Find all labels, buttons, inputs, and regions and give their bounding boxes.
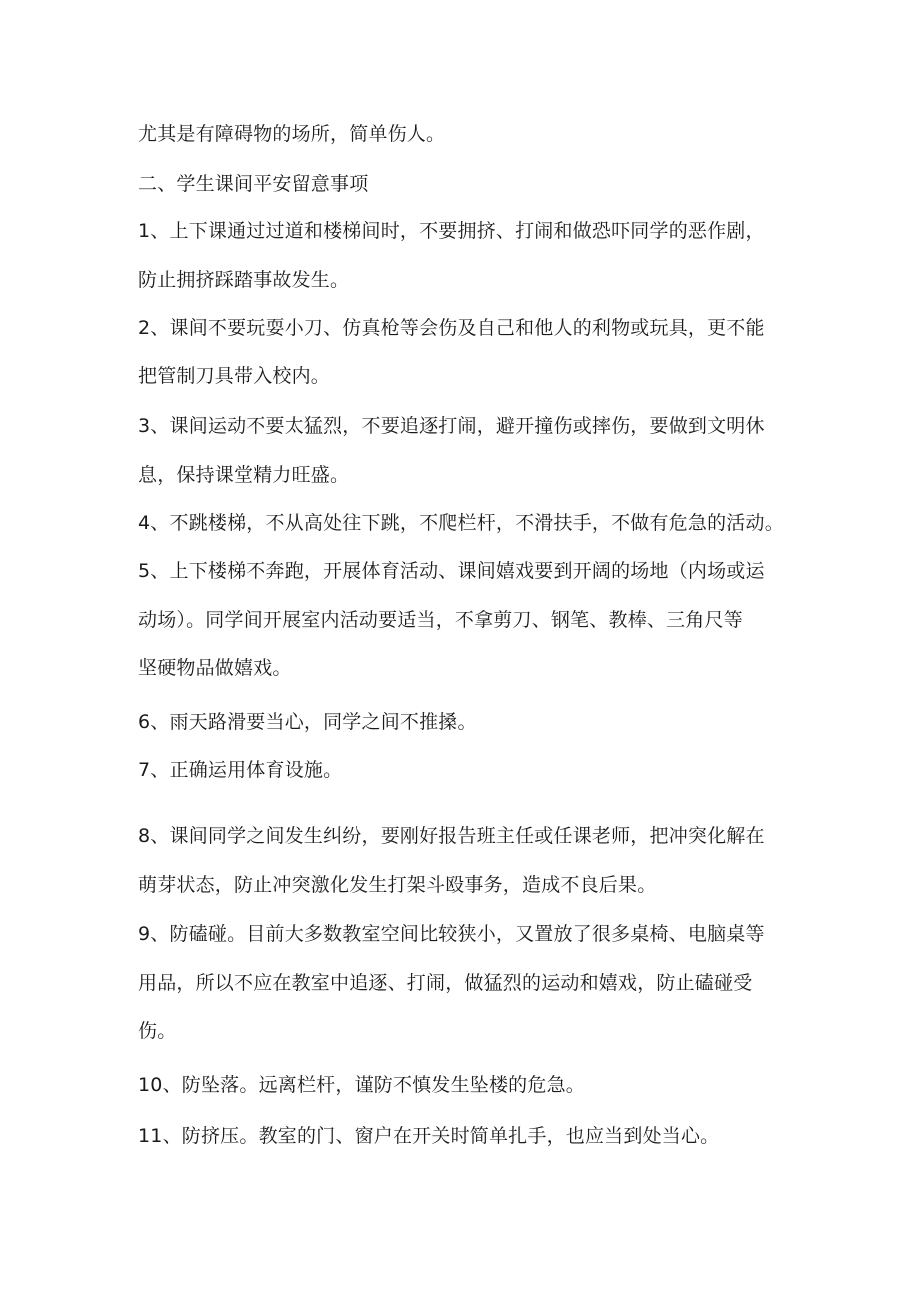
- paragraph-line: 5、上下楼梯不奔跑，开展体育活动、课间嬉戏要到开阔的场地（内场或运: [138, 560, 765, 582]
- paragraph-line: 伤。: [138, 1020, 177, 1042]
- paragraph-line: 11、防挤压。教室的门、窗户在开关时简单扎手，也应当到处当心。: [138, 1125, 720, 1147]
- paragraph-line: 防止拥挤踩踏事故发生。: [138, 269, 350, 291]
- paragraph-line: 7、正确运用体育设施。: [138, 759, 343, 781]
- paragraph-line: 把管制刀具带入校内。: [138, 365, 331, 387]
- paragraph-line: 9、防磕碰。目前大多数教室空间比较狭小，又置放了很多桌椅、电脑桌等: [138, 923, 765, 945]
- paragraph-line: 6、雨天路滑要当心，同学之间不推搡。: [138, 711, 477, 733]
- paragraph-line: 尤其是有障碍物的场所，简单伤人。: [138, 123, 446, 145]
- paragraph-line: 用品，所以不应在教室中追逐、打闹，做猛烈的运动和嬉戏，防止磕碰受: [138, 972, 753, 994]
- paragraph-line: 10、防坠落。远离栏杆，谨防不慎发生坠楼的危急。: [138, 1074, 585, 1096]
- paragraph-line: 4、不跳楼梯，不从高处往下跳，不爬栏杆，不滑扶手，不做有危急的活动。: [138, 512, 784, 534]
- paragraph-line: 2、课间不要玩耍小刀、仿真枪等会伤及自己和他人的利物或玩具，更不能: [138, 317, 765, 339]
- paragraph-line: 3、课间运动不要太猛烈，不要追逐打闹，避开撞伤或摔伤，要做到文明休: [138, 415, 765, 437]
- section-heading: 二、学生课间平安留意事项: [138, 173, 369, 195]
- paragraph-line: 8、课间同学之间发生纠纷，要刚好报告班主任或任课老师，把冲突化解在: [138, 825, 765, 847]
- paragraph-line: 息，保持课堂精力旺盛。: [138, 464, 350, 486]
- paragraph-line: 坚硬物品做嬉戏。: [138, 657, 292, 679]
- paragraph-line: 萌芽状态，防止冲突激化发生打架斗殴事务，造成不良后果。: [138, 874, 657, 896]
- paragraph-line: 1、上下课通过过道和楼梯间时，不要拥挤、打闹和做恐吓同学的恶作剧，: [138, 220, 765, 242]
- paragraph-line: 动场）。同学间开展室内活动要适当，不拿剪刀、钢笔、教棒、三角尺等: [138, 609, 743, 631]
